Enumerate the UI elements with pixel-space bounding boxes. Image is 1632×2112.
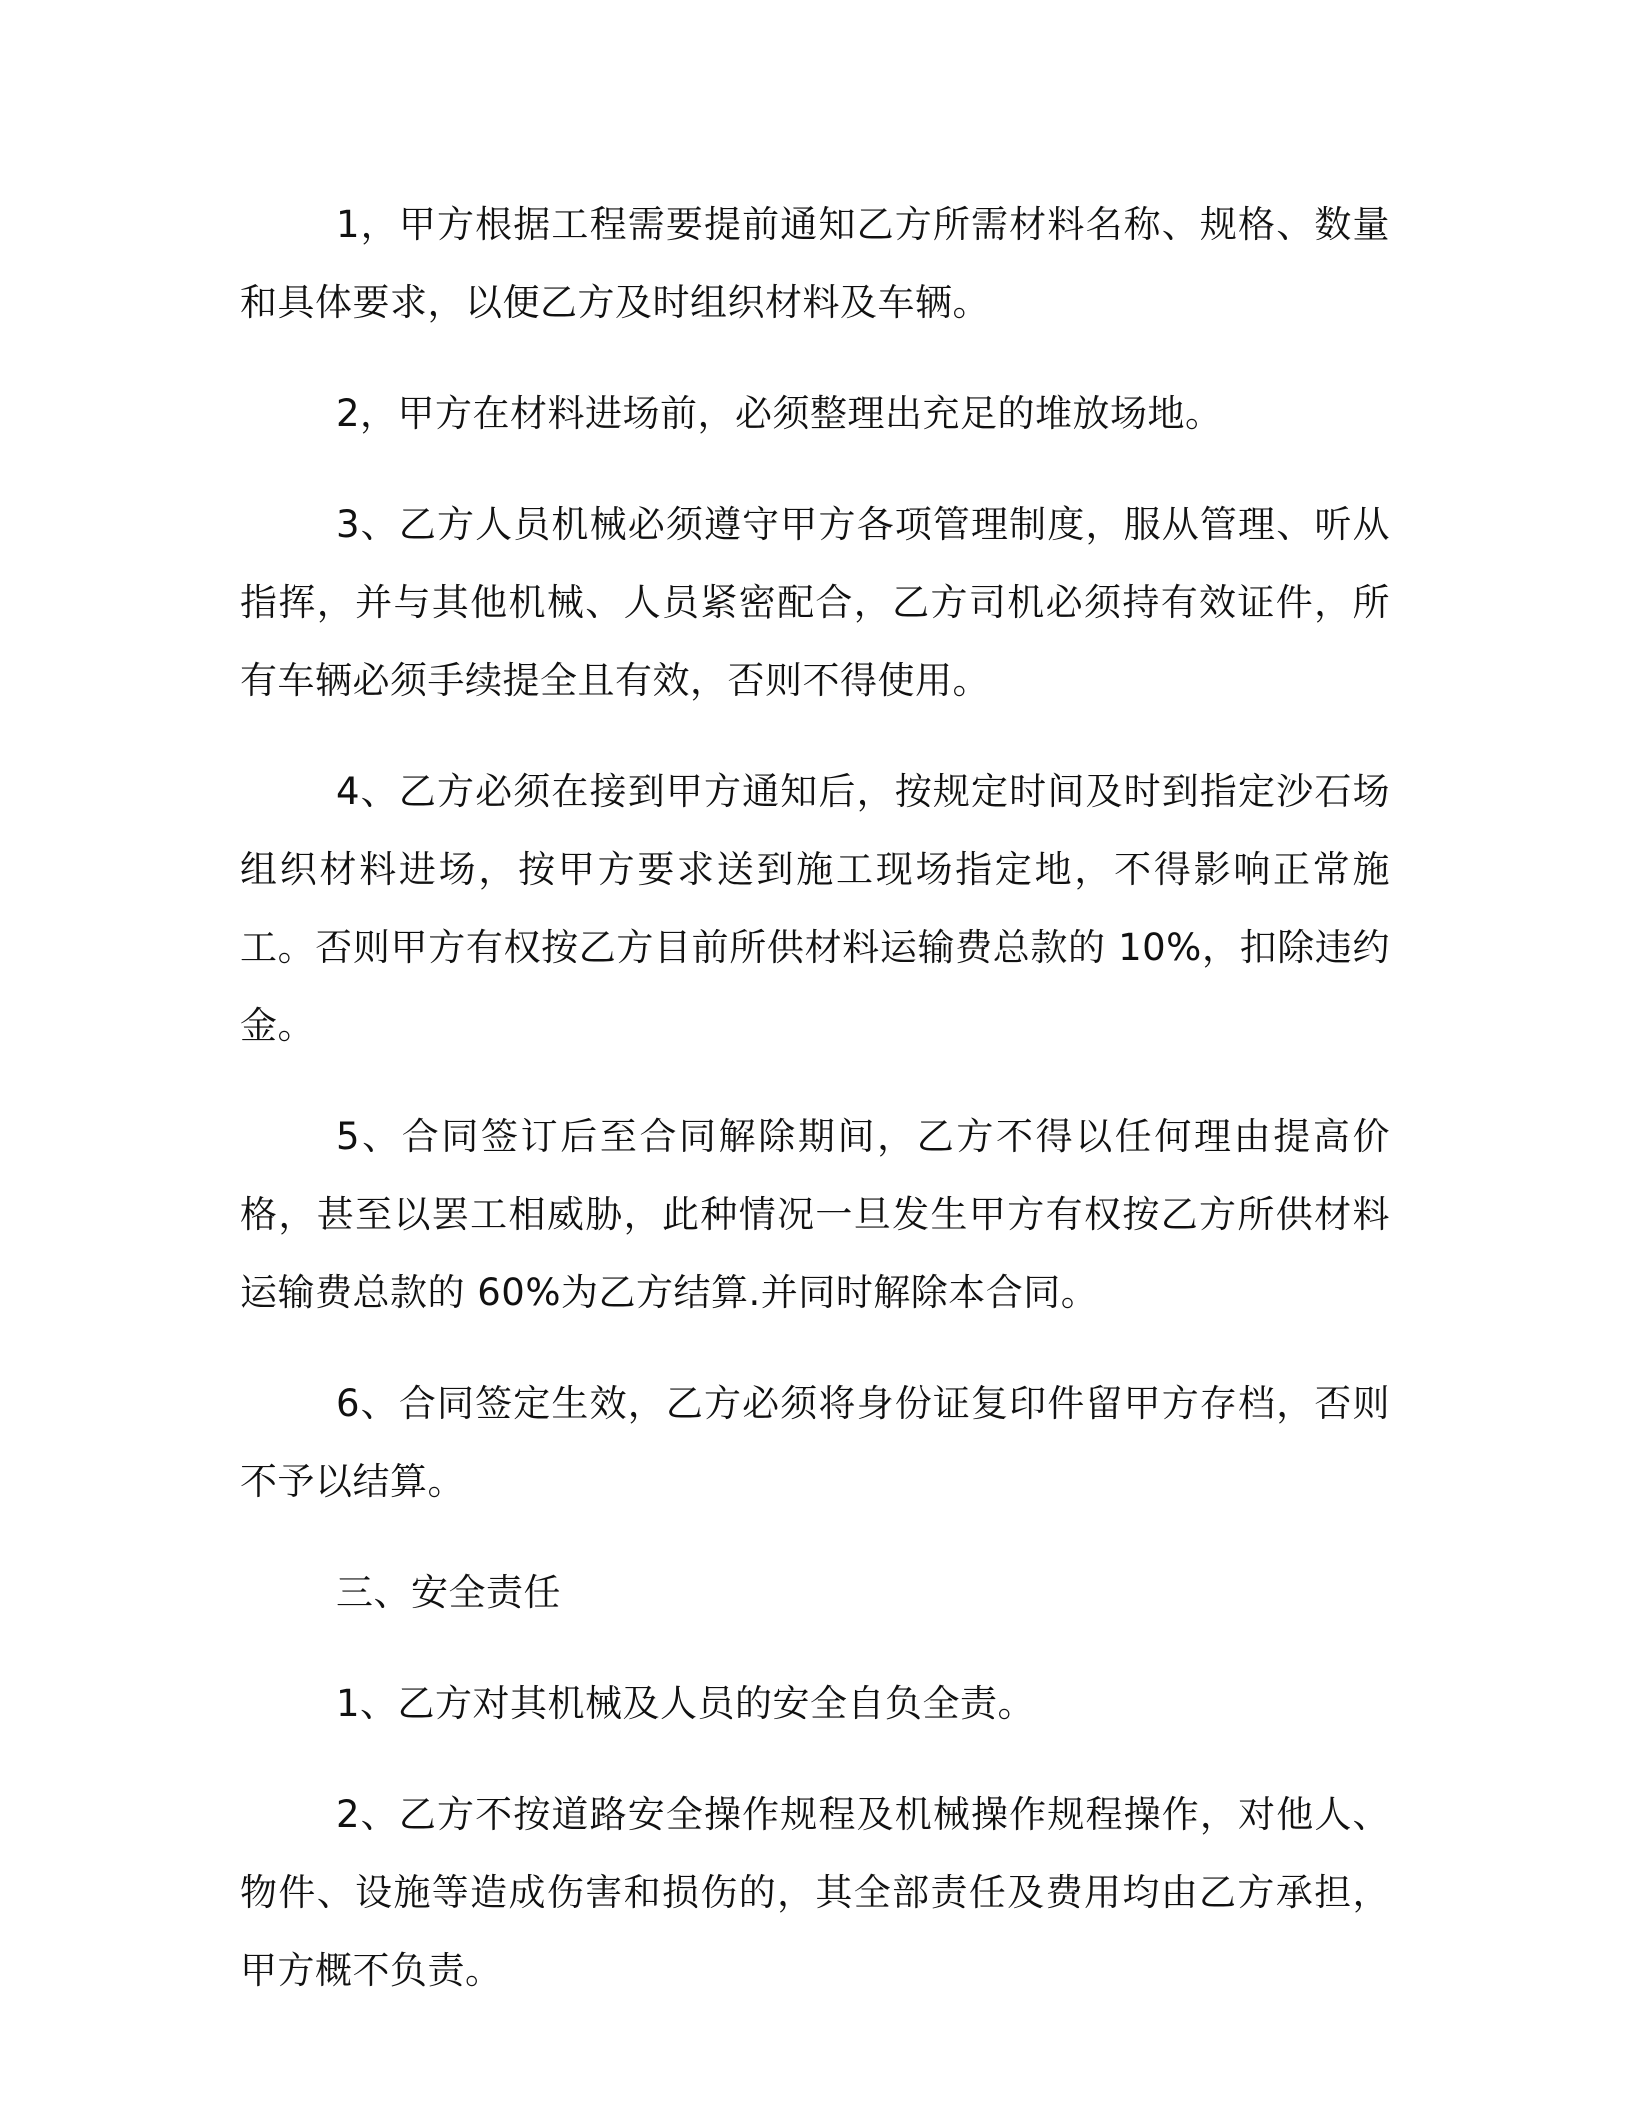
- clause-paragraph: 1、乙方对其机械及人员的安全自负全责。: [336, 1682, 1036, 1725]
- document-body: [240, 186, 1390, 2043]
- clause-paragraph: 1，甲方根据工程需要提前通知乙方所需材料名称、规格、数量和具体要求，以便乙方及时组织材料及车辆。: [240, 203, 1390, 324]
- clause-paragraph: 6、合同签定生效，乙方必须将身份证复印件留甲方存档，否则不予以结算。: [240, 1382, 1390, 1503]
- clause-paragraph: 5、合同签订后至合同解除期间，乙方不得以任何理由提高价格，甚至以罢工相威胁，此种情况一旦发生甲方有权按乙方所供材料运输费总款的 60%为乙方结算.并同时解除本合同。: [240, 1115, 1390, 1314]
- section-heading: 三、安全责任: [336, 1571, 561, 1614]
- clause-paragraph: 2，甲方在材料进场前，必须整理出充足的堆放场地。: [336, 392, 1223, 435]
- clause-paragraph: 2、乙方不按道路安全操作规程及机械操作规程操作，对他人、物件、设施等造成伤害和损伤的，其全部责任及费用均由乙方承担，甲方概不负责。: [240, 1793, 1390, 1992]
- clause-paragraph: 4、乙方必须在接到甲方通知后，按规定时间及时到指定沙石场组织材料进场，按甲方要求送到施工现场指定地，不得影响正常施工。否则甲方有权按乙方目前所供材料运输费总款的 10%，扣除违约金。: [240, 770, 1390, 1047]
- clause-paragraph: 3、乙方人员机械必须遵守甲方各项管理制度，服从管理、听从指挥，并与其他机械、人员紧密配合，乙方司机必须持有效证件，所有车辆必须手续提全且有效，否则不得使用。: [240, 503, 1390, 702]
